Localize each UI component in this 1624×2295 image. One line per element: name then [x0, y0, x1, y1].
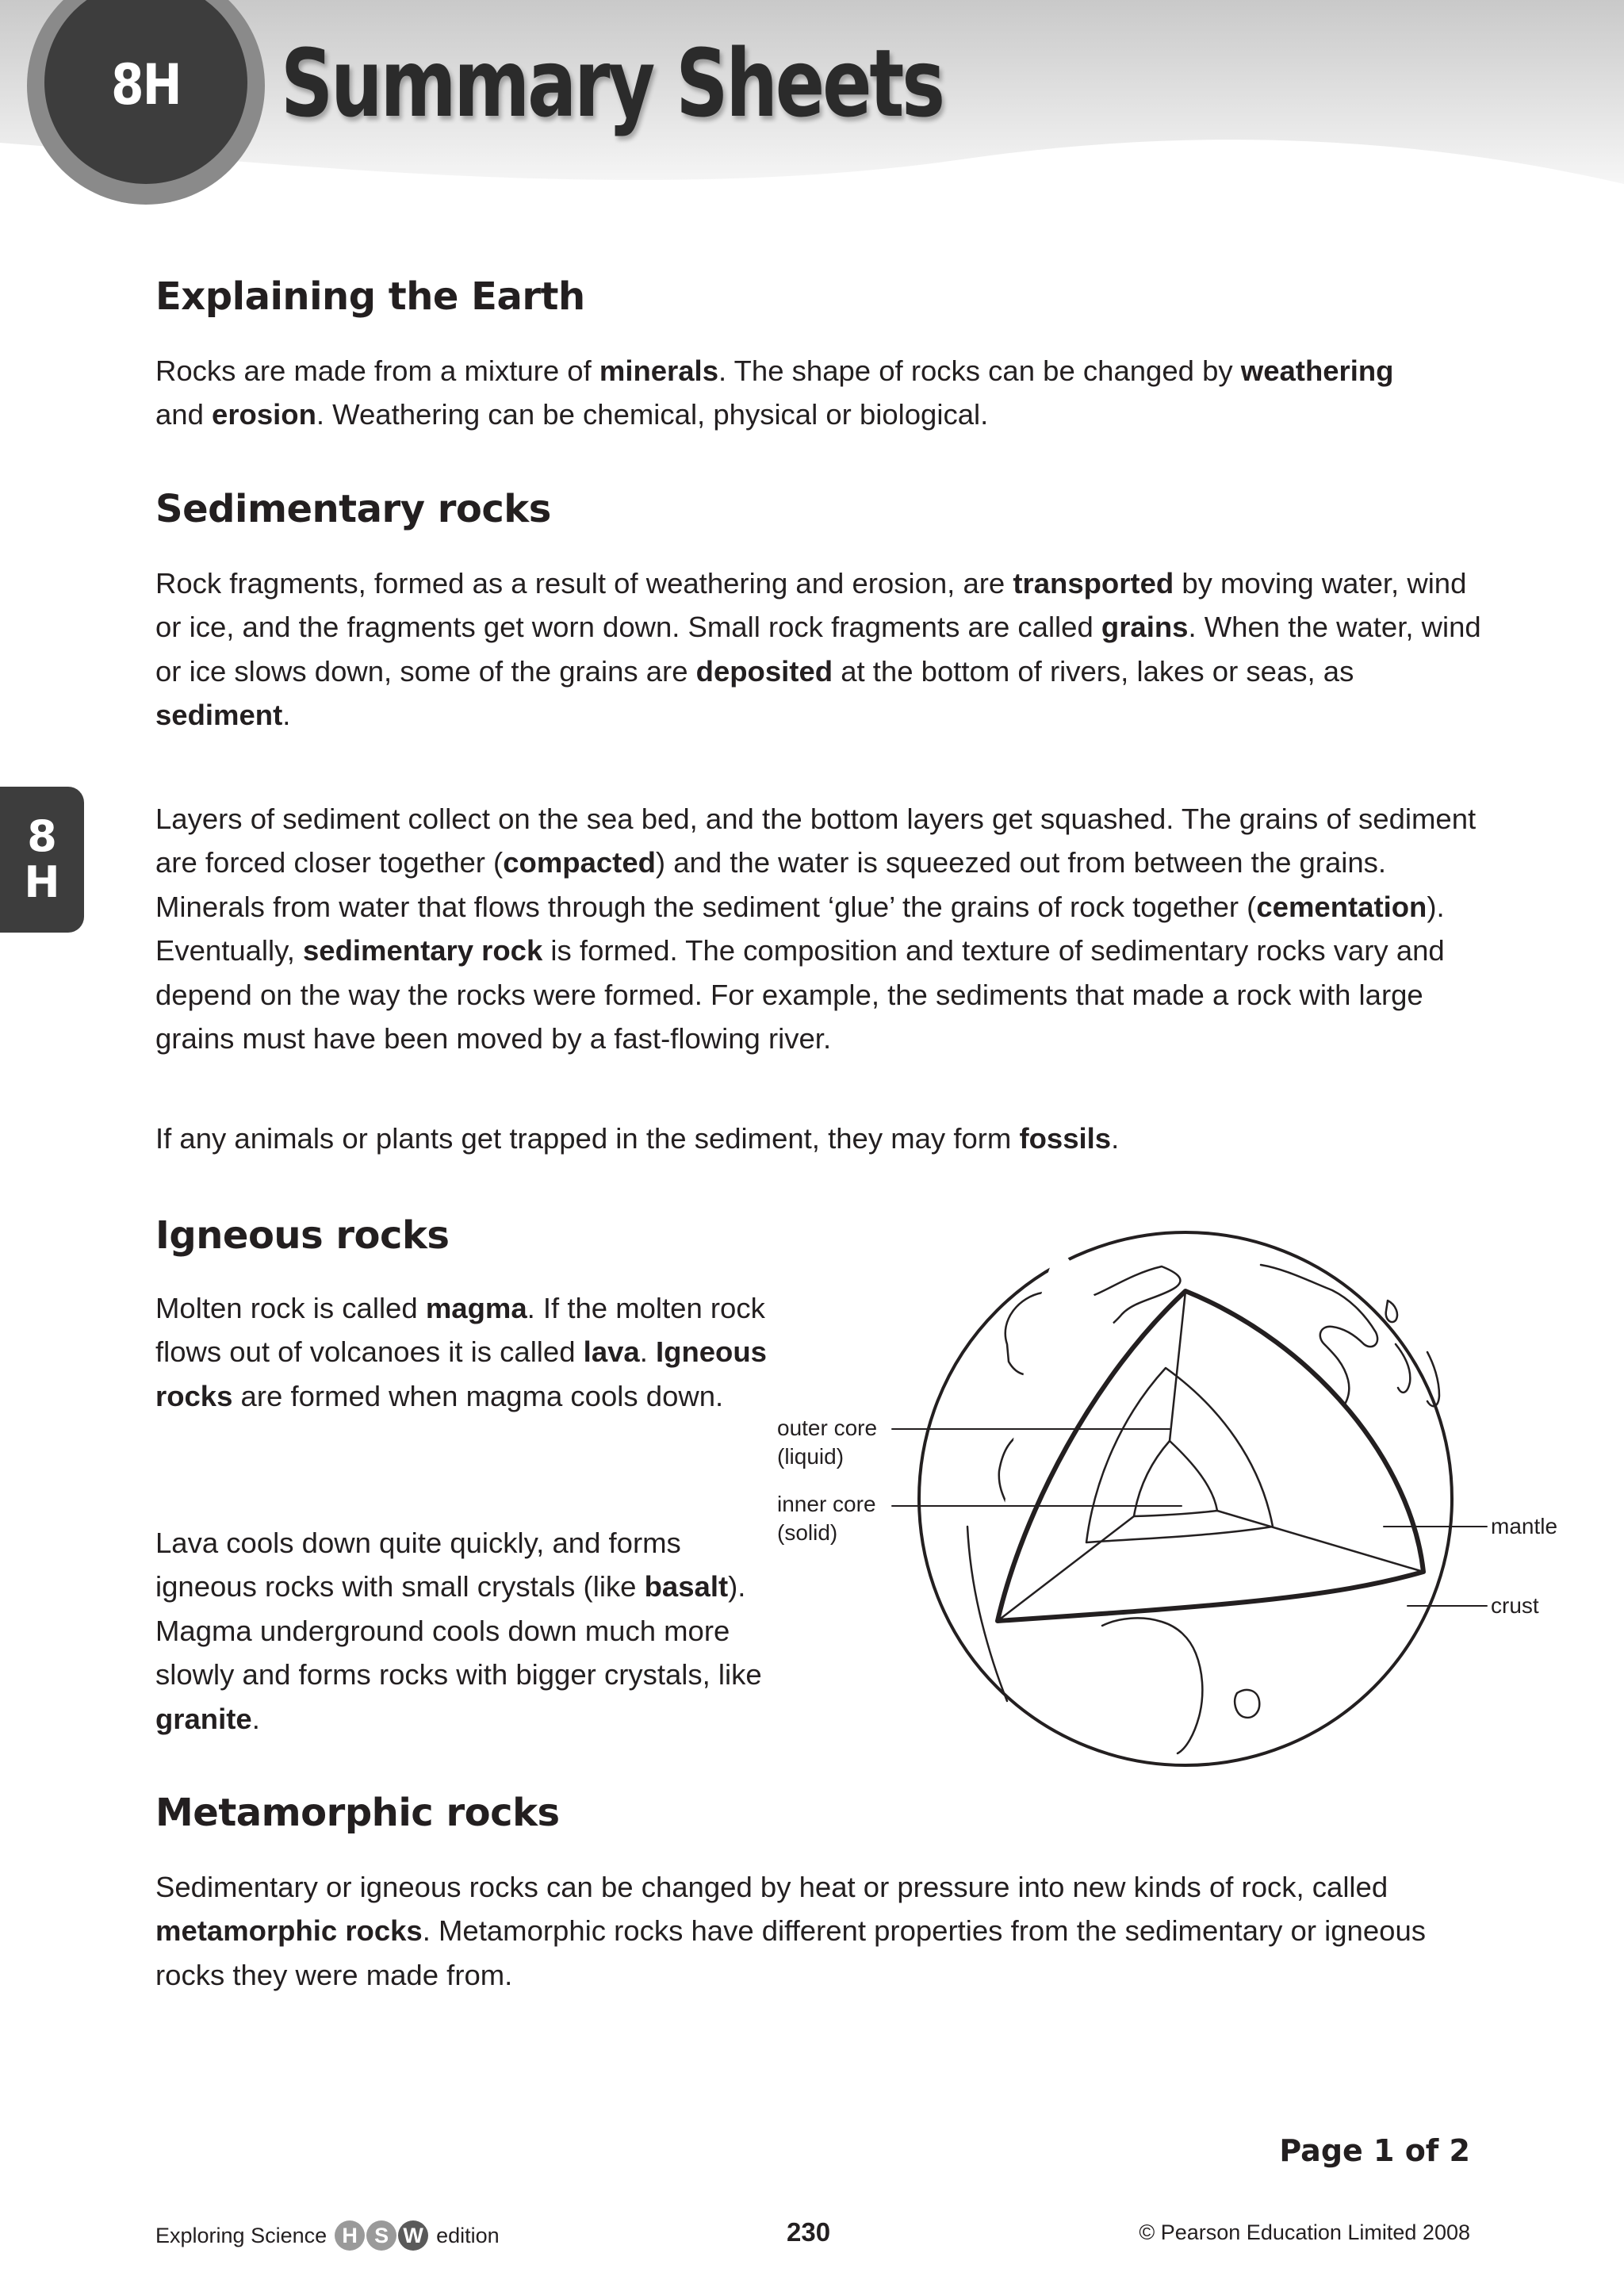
- heading-igneous: Igneous rocks: [155, 1213, 450, 1258]
- paragraph-sedimentary-3: If any animals or plants get trapped in the sediment, they may form fossils.: [155, 1122, 1120, 1155]
- paragraph-metamorphic: Sedimentary or igneous rocks can be changed by heat or pressure into new kinds of rock, called metamorphic rocks. Metamorphic rocks have different properties from the sedimentary or igneous rocks they were made from.: [155, 1871, 1426, 1991]
- keyword-grains: grains: [1101, 611, 1189, 644]
- hsw-h-icon: H: [335, 2220, 365, 2251]
- hsw-logo: [335, 2220, 428, 2251]
- label-mantle: mantle: [1491, 1514, 1558, 1538]
- series-name: Exploring Science H S W edition: [155, 2220, 500, 2251]
- keyword-granite: granite: [155, 1702, 252, 1735]
- side-tab-unit: [0, 787, 84, 933]
- keyword-sediment: sediment: [155, 699, 283, 732]
- page-title: Summary Sheets: [281, 29, 943, 138]
- heading-metamorphic: Metamorphic rocks: [155, 1791, 560, 1835]
- label-inner-core: inner core (solid): [777, 1492, 876, 1545]
- label-crust: crust: [1491, 1593, 1539, 1618]
- keyword-magma: magma: [425, 1292, 527, 1324]
- hsw-w-icon: W: [398, 2220, 428, 2251]
- keyword-fossils: fossils: [1019, 1122, 1112, 1155]
- earth-structure-diagram: [761, 1225, 1558, 1772]
- header-banner: [0, 0, 1624, 206]
- keyword-weathering: weathering: [1240, 354, 1394, 387]
- label-outer-core: outer core (liquid): [777, 1416, 878, 1469]
- paragraph-igneous-1: Molten rock is called magma. If the molten rock flows out of volcanoes it is called lava. Igneous rocks are formed when magma cools down.: [155, 1292, 767, 1412]
- keyword-transported: transported: [1013, 567, 1174, 600]
- keyword-basalt: basalt: [644, 1570, 729, 1603]
- keyword-sedimentary-rock: sedimentary rock: [302, 934, 543, 967]
- hsw-s-icon: S: [366, 2220, 396, 2251]
- page-number: 230: [787, 2217, 831, 2247]
- keyword-compacted: compacted: [503, 846, 656, 879]
- keyword-minerals: minerals: [599, 354, 718, 387]
- keyword-igneous-rocks: Igneous rocks: [155, 1335, 767, 1412]
- earth-cutaway-illustration: [761, 1225, 1546, 1772]
- copyright: © Pearson Education Limited 2008: [1139, 2220, 1470, 2244]
- keyword-deposited: deposited: [695, 654, 833, 688]
- keyword-metamorphic-rocks: metamorphic rocks: [155, 1914, 423, 1948]
- paragraph-igneous-2: Lava cools down quite quickly, and forms igneous rocks with small crystals (like basalt). Magma underground cools down much more slowly and forms rocks with bigger crystals, like granite.: [155, 1527, 762, 1735]
- side-tab-letter: H: [24, 857, 60, 907]
- paragraph-sedimentary-1: Rock fragments, formed as a result of weathering and erosion, are transported by moving water, wind or ice, and the fragments get worn down. Small rock fragments are called grains. When the water, wind or ice slows down, some of the grains are deposited at the bottom of rivers, lakes or seas, as sediment.: [155, 567, 1481, 732]
- paragraph-sedimentary-2: Layers of sediment collect on the sea bed, and the bottom layers get squashed. The grains of sediment are forced closer together (compacted) and the water is squeezed out from between the grains. Minerals from water that flows through the sediment ‘glue’ the grains of rock together (cementation). Eventually, sedimentary rock is formed. The composition and texture of sedimentary rocks vary and depend on the way the rocks were formed. For example, the sediments that made a rock with large grains must have been moved by a fast-flowing river.: [155, 803, 1477, 1056]
- keyword-erosion: erosion: [212, 398, 316, 431]
- keyword-cementation: cementation: [1256, 890, 1427, 923]
- page-indicator: Page 1 of 2: [1279, 2133, 1470, 2168]
- heading-explaining-earth: Explaining the Earth: [155, 274, 585, 319]
- paragraph-earth: Rocks are made from a mixture of minerals. The shape of rocks can be changed by weathering and erosion. Weathering can be chemical, physical or biological.: [155, 354, 1394, 431]
- side-tab-year: 8: [27, 810, 57, 861]
- heading-sedimentary: Sedimentary rocks: [155, 487, 551, 531]
- keyword-lava: lava: [583, 1335, 640, 1369]
- unit-badge: 8H: [111, 52, 181, 117]
